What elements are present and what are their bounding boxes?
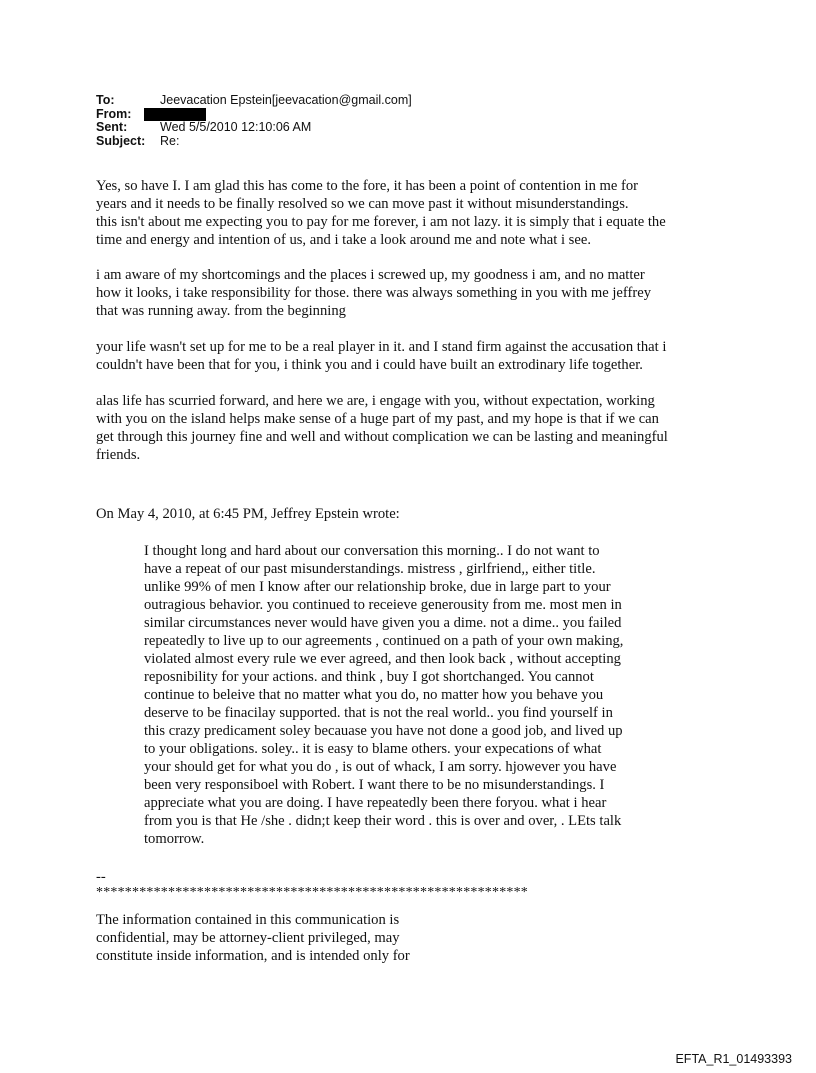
asterisk-divider: ************************************************************ — [96, 885, 528, 900]
quoted-message: I thought long and hard about our conversation this morning.. I do not want to have a repeat of our past misunderstandings. mistress , girlfriend,, either title. unlike 99% of men I know after our relationship broke, due in large part to your outragious behavior. you continued to receieve generousity from me. most men in similar circumstances never would have given you a dime. not a dime.. you failed repeatedly to live up to our agreements , continued on a path of your own making, violated almost every rule we ever agreed, and then look back , without accepting reposnibility for your actions. and think , buy I got shortchanged. You cannot continue to beleive that no matter what you do, no matter how you behave you deserve to be finacilay supported. that is not the real world.. you find yourself in this crazy predicament soley becauase you have not done a good job, and lived up to your obligations. soley.. it is easy to blame others. your expecations of what your should get for what you do , is out of whack, I am sorry. hjowever you have been very responsiboel with Robert. I want there to be no misunderstandings. I appreciate what you are doing. I have repeatedly been there foryou. what i hear from you is that He /she . didn;t keep their word . this is over and over, . LEts talk tomorrow. — [144, 543, 624, 847]
message-paragraph-4: alas life has scurried forward, and here we are, i engage with you, without expectation, working with you on the island helps make sense of a huge part of my past, and my hope is that if we can get through this journey fine and well and without complication we can be lasting and meaningful friends. — [96, 393, 668, 463]
redaction-block — [144, 108, 206, 121]
quote-attribution: On May 4, 2010, at 6:45 PM, Jeffrey Epstein wrote: — [96, 506, 400, 522]
to-value: Jeevacation Epstein[jeevacation@gmail.com] — [160, 93, 412, 107]
message-paragraph-3: your life wasn't set up for me to be a real player in it. and I stand firm against the accusation that i couldn't have been that for you, i think you and i could have built an extrodinary life together. — [96, 339, 667, 373]
confidentiality-disclaimer: The information contained in this communication is confidential, may be attorney-client privileged, may constitute inside information, and is intended only for — [96, 912, 410, 964]
document-id: EFTA_R1_01493393 — [675, 1052, 792, 1066]
subject-row — [96, 135, 412, 149]
subject-label: Subject: — [96, 133, 146, 148]
sent-value: Wed 5/5/2010 12:10:06 AM — [160, 120, 312, 134]
from-label: From: — [96, 106, 132, 121]
sent-label: Sent: — [96, 120, 128, 134]
email-header — [96, 94, 412, 148]
message-paragraph-2: i am aware of my shortcomings and the places i screwed up, my goodness i am, and no matter how it looks, i take responsibility for those. there was always something in you with me jeffrey that was running away. from the beginning — [96, 267, 652, 319]
subject-value: Re: — [160, 133, 180, 148]
sent-row — [96, 121, 412, 135]
from-row — [96, 108, 412, 122]
to-row — [96, 94, 412, 108]
to-label: To: — [96, 93, 115, 107]
message-paragraph-1: Yes, so have I. I am glad this has come to the fore, it has been a point of contention in me for years and it needs to be finally resolved so we can move past it without misunderstandings. this isn't about me expecting you to pay for me forever, i am not lazy. it is simply that i equate the time and energy and intention of us, and i take a look around me and note what i see. — [96, 178, 666, 248]
signature-separator: -- — [96, 869, 106, 885]
